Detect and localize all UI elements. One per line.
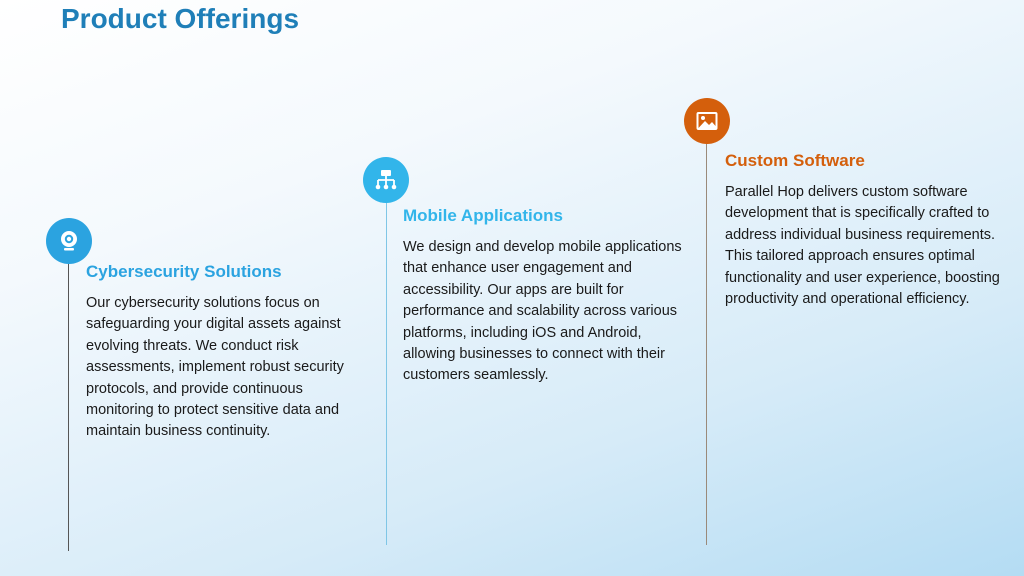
- timeline-line-mobile: [386, 180, 387, 545]
- page-title: Product Offerings: [61, 3, 300, 34]
- custom-icon-badge: [684, 98, 730, 144]
- webcam-icon: [57, 229, 81, 253]
- sitemap-icon: [374, 168, 398, 192]
- custom-description: Parallel Hop delivers custom software development that is specifically crafted to address individual business requirements. This tailored approach ensures optimal functionality and user experience, boosting productivity and operational efficiency.: [725, 184, 1000, 308]
- cybersecurity-icon-badge: [46, 218, 92, 264]
- mobile-icon-badge: [363, 157, 409, 203]
- mobile-title: Mobile Applications: [403, 206, 563, 225]
- cybersecurity-description: Our cybersecurity solutions focus on safeguarding your digital assets against evolving threats. We conduct risk assessments, implement robust security protocols, and provide continuous monitoring to protect sensitive data and maintain business continuity.: [86, 295, 344, 440]
- image-icon: [695, 109, 719, 133]
- timeline-line-custom: [706, 120, 707, 545]
- timeline-line-cybersecurity: [68, 240, 69, 551]
- cybersecurity-title: Cybersecurity Solutions: [86, 262, 282, 281]
- mobile-description: We design and develop mobile applications that enhance user engagement and accessibility. Our apps are built for performance and scalability across various platforms, including iOS and Android, allowing businesses to connect with their customers seamlessly.: [403, 239, 682, 384]
- custom-title: Custom Software: [725, 151, 865, 170]
